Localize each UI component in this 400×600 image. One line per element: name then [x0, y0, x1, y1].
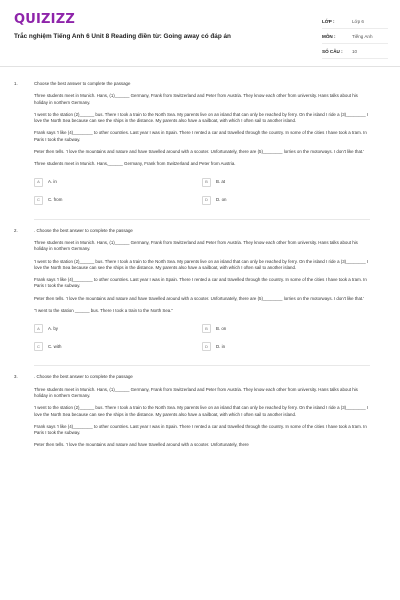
- header: [0, 0, 400, 67]
- option-letter-box: C: [34, 196, 43, 205]
- passage-paragraph: 'I went to the station (2)______ bus. There I took a train to the North Sea. My parents live on an island that can only be reached by ferry. On the island I ride a (3)________ I love the North Sea because can see the ships in the distance. My parents also have a sailboat, with which I often sail to another island.: [34, 111, 369, 124]
- passage-paragraph: Three students meet in Munich. Hans, (1)______ Germany, Frank from Switzerland and Peter from Austria. They know each other from university. Hans talks about his holiday in northern Germany.: [34, 239, 358, 252]
- answer-option[interactable]: [34, 177, 202, 188]
- answer-options: [34, 177, 370, 213]
- question-number: 3.: [14, 374, 18, 380]
- meta-value: Tiếng Anh: [352, 33, 373, 39]
- option-label: D. on: [216, 197, 227, 203]
- answer-option[interactable]: [34, 341, 202, 352]
- passage-paragraph: Frank says 'I like (4)________ to other countries. Last year I was in Spain. There I rented a car and travelled through the country. In some of the cities I have took a tram. In Paris I took the subway.: [34, 277, 367, 289]
- meta-key: LỚP :: [322, 18, 335, 24]
- meta-value: 10: [352, 48, 358, 54]
- meta-key: MÔN :: [322, 33, 336, 39]
- option-letter-box: A: [34, 324, 43, 333]
- answer-option[interactable]: [34, 195, 202, 206]
- option-label: D. in: [216, 343, 226, 349]
- passage-paragraph: Three students meet in Munich. Hans, (1)______ Germany, Frank from Switzerland and Peter from Austria. They know each other from university. Hans talks about his holiday in northern Germany.: [34, 93, 358, 105]
- option-label: B. at: [216, 179, 226, 185]
- question-3: [0, 374, 400, 448]
- passage-paragraph: Three students meet in Munich. Hans,______ Germany, Frank from Switzerland and Peter from Austria.: [34, 161, 236, 167]
- answer-option[interactable]: [34, 323, 202, 334]
- question-prompt: . Choose the best answer to complete the passage: [34, 374, 133, 380]
- question-list: [0, 67, 400, 449]
- answer-option[interactable]: [202, 323, 370, 334]
- passage-paragraph: Peter then tells. 'I love the mountains and nature and have travelled around with a scooter. Unfortunately, there are (5)________ lorries on the motorways. I don't like that.': [34, 295, 365, 301]
- question-prompt: Choose the best answer to complete the passage: [34, 81, 131, 86]
- passage-paragraph: "I went to the station ______ bus. There I took a train to the North Sea.": [34, 308, 173, 314]
- answer-option[interactable]: [202, 341, 370, 352]
- meta-row-subject: [322, 29, 388, 44]
- option-label: A. by: [48, 325, 59, 331]
- question-1: [0, 81, 400, 220]
- option-label: B. on: [216, 325, 227, 331]
- divider: [34, 365, 370, 366]
- passage-paragraph: Frank says 'I like (4)________ to other countries. Last year I was in Spain. There I rented a car and travelled through the country. In some of the cities I have took a tram. In Paris I took the subway.: [34, 130, 367, 142]
- option-letter-box: B: [202, 324, 211, 333]
- option-letter-box: D: [202, 342, 211, 351]
- meta-key: SỐ CÂU :: [322, 48, 343, 54]
- option-label: C. with: [48, 343, 62, 349]
- meta-row-count: [322, 44, 388, 59]
- passage-paragraph: Frank says 'I like (4)________ to other countries. Last year I was in Spain. There I rented a car and travelled through the country. In some of the cities I have took a tram. In Paris I took the subway.: [34, 423, 367, 436]
- question-number: 2.: [14, 227, 18, 233]
- question-prompt: . Choose the best answer to complete the passage: [34, 227, 133, 233]
- answer-option[interactable]: [202, 177, 370, 188]
- answer-options: [34, 323, 370, 359]
- option-label: C. from: [48, 197, 63, 203]
- question-number: 1.: [14, 81, 18, 86]
- option-letter-box: D: [202, 196, 211, 205]
- meta-row-grade: [322, 14, 388, 29]
- answer-option[interactable]: [202, 195, 370, 206]
- option-letter-box: C: [34, 342, 43, 351]
- meta-value: Lớp 6: [352, 18, 364, 24]
- passage-paragraph: Peter then tells. 'I love the mountains and nature and have travelled around with a scooter. Unfortunately, there are (5)________ lorries on the motorways. I don't like that.': [34, 149, 365, 155]
- question-2: [0, 228, 400, 367]
- option-label: A. in: [48, 179, 57, 185]
- passage-paragraph: 'I went to the station (2)______ bus. There I took a train to the North Sea. My parents live on an island that can only be reached by ferry. On the island I ride a (3)________ I love the North Sea because can see the ships in the distance. My parents also have a sailboat, with which I often sail to another island.: [34, 258, 369, 270]
- passage-paragraph: 'I went to the station (2)______ bus. There I took a train to the North Sea. My parents live on an island that can only be reached by ferry. On the island I ride a (3)________ I love the North Sea because can see the ships in the distance. My parents also have a sailboat, with which I often sail to another island.: [34, 405, 369, 417]
- passage-paragraph: Peter then tells. 'I love the mountains and nature and have travelled around with a scooter. Unfortunately, there: [34, 442, 249, 448]
- meta-table: [322, 14, 388, 59]
- passage-paragraph: Three students meet in Munich. Hans, (1)______ Germany, Frank from Switzerland and Peter from Austria. They know each other from university. Hans talks about his holiday in northern Germany.: [34, 386, 358, 398]
- quizizz-logo[interactable]: QUIZIZZ: [14, 12, 75, 27]
- page-title: Trắc nghiệm Tiếng Anh 6 Unit 8 Reading điền từ: Going away có đáp án: [14, 33, 231, 40]
- divider: [34, 219, 370, 220]
- option-letter-box: B: [202, 178, 211, 187]
- option-letter-box: A: [34, 178, 43, 187]
